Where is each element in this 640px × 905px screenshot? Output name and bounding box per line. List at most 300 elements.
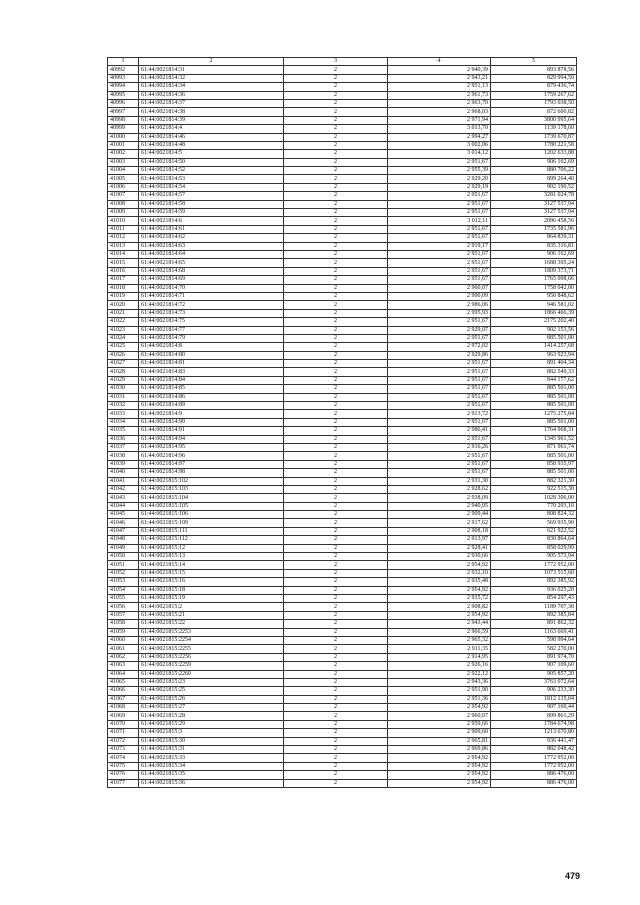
cadastral-number-cell: 61:44:0021815:2259	[139, 662, 284, 670]
rate-cell: 2 969,86	[388, 746, 491, 754]
cadastral-number-cell: 61:44:0021814:46	[139, 133, 284, 141]
rate-cell: 3 012,11	[388, 217, 491, 225]
value-cell: 1758 042,00	[491, 284, 577, 292]
cadastral-number-cell: 61:44:0021814:9	[139, 410, 284, 418]
category-cell: 2	[284, 720, 388, 728]
rate-cell: 2 951,67	[388, 368, 491, 376]
row-number-cell: 41014	[108, 250, 139, 258]
category-cell: 2	[284, 209, 388, 217]
value-cell: 808 824,32	[491, 511, 577, 519]
category-cell: 2	[284, 83, 388, 91]
category-cell: 2	[284, 410, 388, 418]
rate-cell: 2 943,21	[388, 74, 491, 82]
rate-cell: 2 951,67	[388, 334, 491, 342]
row-number-cell: 41054	[108, 586, 139, 594]
table-row	[108, 443, 577, 451]
cadastral-number-cell: 61:44:0021814:64	[139, 250, 284, 258]
rate-cell: 2 960,07	[388, 284, 491, 292]
category-cell: 2	[284, 544, 388, 552]
table-row	[108, 360, 577, 368]
row-number-cell: 41016	[108, 267, 139, 275]
table-row	[108, 544, 577, 552]
row-number-cell: 41023	[108, 326, 139, 334]
category-cell: 2	[284, 771, 388, 779]
category-cell: 2	[284, 167, 388, 175]
row-number-cell: 41034	[108, 418, 139, 426]
row-number-cell: 41038	[108, 452, 139, 460]
table-row	[108, 200, 577, 208]
value-cell: 1189 707,38	[491, 603, 577, 611]
table-row	[108, 385, 577, 393]
category-cell: 2	[284, 351, 388, 359]
row-number-cell: 41025	[108, 343, 139, 351]
value-cell: 892 385,92	[491, 578, 577, 586]
rate-cell: 2 951,67	[388, 435, 491, 443]
table-row	[108, 217, 577, 225]
table-row	[108, 150, 577, 158]
row-number-cell: 41045	[108, 511, 139, 519]
value-cell: 893 878,56	[491, 66, 577, 74]
row-number-cell: 41040	[108, 469, 139, 477]
row-number-cell: 40993	[108, 74, 139, 82]
category-cell: 2	[284, 704, 388, 712]
value-cell: 885 501,00	[491, 334, 577, 342]
row-number-cell: 41021	[108, 309, 139, 317]
rate-cell: 2 913,97	[388, 536, 491, 544]
rate-cell: 2 913,72	[388, 410, 491, 418]
rate-cell: 2 954,92	[388, 754, 491, 762]
rate-cell: 2 929,07	[388, 326, 491, 334]
row-number-cell: 41050	[108, 553, 139, 561]
table-row	[108, 628, 577, 636]
cadastral-number-cell: 61:44:0021815:106	[139, 511, 284, 519]
row-number-cell: 41047	[108, 527, 139, 535]
rate-cell: 2 951,67	[388, 250, 491, 258]
row-number-cell: 41070	[108, 720, 139, 728]
table-row	[108, 653, 577, 661]
value-cell: 885 501,00	[491, 452, 577, 460]
rate-cell: 2 951,67	[388, 385, 491, 393]
table-row	[108, 662, 577, 670]
table-row	[108, 670, 577, 678]
cadastral-number-cell: 61:44:0021815:25	[139, 687, 284, 695]
row-number-cell: 41007	[108, 192, 139, 200]
table-row	[108, 519, 577, 527]
category-cell: 2	[284, 536, 388, 544]
category-cell: 2	[284, 435, 388, 443]
rate-cell: 2 951,67	[388, 234, 491, 242]
table-row	[108, 175, 577, 183]
table-row	[108, 477, 577, 485]
value-cell: 2096 458,56	[491, 217, 577, 225]
rate-cell: 2 954,92	[388, 779, 491, 787]
row-number-cell: 41071	[108, 729, 139, 737]
category-cell: 2	[284, 309, 388, 317]
category-cell: 2	[284, 494, 388, 502]
row-number-cell: 41005	[108, 175, 139, 183]
value-cell: 829 994,50	[491, 74, 577, 82]
cadastral-number-cell: 61:44:0021815:35	[139, 771, 284, 779]
rate-cell: 2 930,66	[388, 553, 491, 561]
row-number-cell: 41024	[108, 334, 139, 342]
category-cell: 2	[284, 779, 388, 787]
row-number-cell: 41036	[108, 435, 139, 443]
row-number-cell: 41031	[108, 393, 139, 401]
row-number-cell: 41073	[108, 746, 139, 754]
cadastral-number-cell: 61:44:0021815:18	[139, 586, 284, 594]
category-cell: 2	[284, 267, 388, 275]
value-cell: 1780 221,58	[491, 141, 577, 149]
category-cell: 2	[284, 108, 388, 116]
row-number-cell: 41069	[108, 712, 139, 720]
table-row	[108, 158, 577, 166]
cadastral-number-cell: 61:44:0021815:36	[139, 779, 284, 787]
category-cell: 2	[284, 628, 388, 636]
cadastral-number-cell: 61:44:0021814:97	[139, 460, 284, 468]
cadastral-number-cell: 61:44:0021814:90	[139, 418, 284, 426]
value-cell: 885 501,00	[491, 469, 577, 477]
cadastral-number-cell: 61:44:0021815:3	[139, 729, 284, 737]
category-cell: 2	[284, 91, 388, 99]
category-cell: 2	[284, 360, 388, 368]
rate-cell: 2 954,92	[388, 611, 491, 619]
rate-cell: 2 961,73	[388, 91, 491, 99]
table-row	[108, 167, 577, 175]
table-row	[108, 569, 577, 577]
rate-cell: 2 954,92	[388, 561, 491, 569]
cadastral-number-cell: 61:44:0021814:91	[139, 427, 284, 435]
row-number-cell: 41055	[108, 595, 139, 603]
row-number-cell: 41033	[108, 410, 139, 418]
rate-cell: 2 909,60	[388, 729, 491, 737]
cadastral-number-cell: 61:44:0021814:75	[139, 318, 284, 326]
rate-cell: 2 911,35	[388, 645, 491, 653]
rate-cell: 2 943,44	[388, 620, 491, 628]
table-row	[108, 259, 577, 267]
table-row	[108, 318, 577, 326]
cadastral-number-cell: 61:44:0021815:22	[139, 620, 284, 628]
value-cell: 885 501,00	[491, 385, 577, 393]
category-cell: 2	[284, 611, 388, 619]
value-cell: 1688 395,24	[491, 259, 577, 267]
value-cell: 1202 633,88	[491, 150, 577, 158]
value-cell: 3763 072,64	[491, 678, 577, 686]
cadastral-number-cell: 61:44:0021814:77	[139, 326, 284, 334]
table-row	[108, 712, 577, 720]
cadastral-number-cell: 61:44:0021815:16	[139, 578, 284, 586]
table-row	[108, 276, 577, 284]
value-cell: 907 109,60	[491, 662, 577, 670]
row-number-cell: 41032	[108, 402, 139, 410]
value-cell: 899 264,40	[491, 175, 577, 183]
value-cell: 1772 952,00	[491, 561, 577, 569]
value-cell: 892 385,84	[491, 611, 577, 619]
category-cell: 2	[284, 569, 388, 577]
category-cell: 2	[284, 292, 388, 300]
value-cell: 882 321,30	[491, 477, 577, 485]
value-cell: 879 436,74	[491, 83, 577, 91]
rate-cell: 2 960,07	[388, 712, 491, 720]
value-cell: 1759 267,62	[491, 91, 577, 99]
value-cell: 1809 373,71	[491, 267, 577, 275]
value-cell: 891 404,34	[491, 360, 577, 368]
cadastral-number-cell: 61:44:0021814:54	[139, 183, 284, 191]
rate-cell: 2 929,86	[388, 351, 491, 359]
cadastral-number-cell: 61:44:0021814:81	[139, 360, 284, 368]
table-row	[108, 595, 577, 603]
rate-cell: 2 917,62	[388, 519, 491, 527]
value-cell: 891 862,32	[491, 620, 577, 628]
table-row	[108, 611, 577, 619]
cadastral-number-cell: 61:44:0021814:34	[139, 83, 284, 91]
row-number-cell: 41030	[108, 385, 139, 393]
category-cell: 2	[284, 427, 388, 435]
value-cell: 858 029,99	[491, 544, 577, 552]
category-cell: 2	[284, 678, 388, 686]
row-number-cell: 41072	[108, 737, 139, 745]
header-cell-2: 2	[139, 58, 284, 66]
row-number-cell: 41074	[108, 754, 139, 762]
category-cell: 2	[284, 527, 388, 535]
table-row	[108, 754, 577, 762]
value-cell: 950 848,62	[491, 292, 577, 300]
category-cell: 2	[284, 318, 388, 326]
category-cell: 2	[284, 99, 388, 107]
table-row	[108, 737, 577, 745]
cadastral-number-cell: 61:44:0021814:95	[139, 443, 284, 451]
table-row	[108, 99, 577, 107]
row-number-cell: 41059	[108, 628, 139, 636]
row-number-cell: 41053	[108, 578, 139, 586]
row-number-cell: 41048	[108, 536, 139, 544]
rate-cell: 2 929,20	[388, 175, 491, 183]
cadastral-number-cell: 61:44:0021814:32	[139, 74, 284, 82]
rate-cell: 2 986,06	[388, 301, 491, 309]
table-row	[108, 620, 577, 628]
rate-cell: 2 914,95	[388, 653, 491, 661]
category-cell: 2	[284, 469, 388, 477]
cadastral-number-cell: 61:44:0021814:94	[139, 435, 284, 443]
value-cell: 3127 537,94	[491, 209, 577, 217]
rate-cell: 2 951,90	[388, 687, 491, 695]
rate-cell: 2 951,67	[388, 393, 491, 401]
table-row	[108, 301, 577, 309]
category-cell: 2	[284, 578, 388, 586]
table-row	[108, 561, 577, 569]
value-cell: 922 515,30	[491, 485, 577, 493]
category-cell: 2	[284, 259, 388, 267]
rate-cell: 2 966,59	[388, 628, 491, 636]
rate-cell: 2 951,13	[388, 83, 491, 91]
cadastral-number-cell: 61:44:0021814:65	[139, 259, 284, 267]
value-cell: 1866 466,39	[491, 309, 577, 317]
value-cell: 1414 257,68	[491, 343, 577, 351]
rate-cell: 2 965,81	[388, 737, 491, 745]
rate-cell: 2 932,10	[388, 569, 491, 577]
header-cell-4: 4	[388, 58, 491, 66]
category-cell: 2	[284, 343, 388, 351]
category-cell: 2	[284, 595, 388, 603]
value-cell: 854 297,43	[491, 595, 577, 603]
cadastral-number-cell: 61:44:0021815:26	[139, 695, 284, 703]
row-number-cell: 41041	[108, 477, 139, 485]
cadastral-number-cell: 61:44:0021815:104	[139, 494, 284, 502]
value-cell: 886 476,00	[491, 779, 577, 787]
cadastral-number-cell: 61:44:0021815:27	[139, 704, 284, 712]
table-row	[108, 284, 577, 292]
table-row	[108, 418, 577, 426]
table-row	[108, 494, 577, 502]
row-number-cell: 41060	[108, 636, 139, 644]
value-cell: 1812 135,04	[491, 695, 577, 703]
cadastral-number-cell: 61:44:0021815:2	[139, 603, 284, 611]
table-row	[108, 66, 577, 74]
table-row	[108, 83, 577, 91]
value-cell: 905 857,20	[491, 670, 577, 678]
row-number-cell: 41063	[108, 662, 139, 670]
cadastral-number-cell: 61:44:0021815:2256	[139, 653, 284, 661]
cadastral-number-cell: 61:44:0021815:102	[139, 477, 284, 485]
table-row	[108, 452, 577, 460]
cadastral-number-cell: 61:44:0021815:29	[139, 720, 284, 728]
row-number-cell: 41012	[108, 234, 139, 242]
value-cell: 880 706,22	[491, 167, 577, 175]
cadastral-number-cell: 61:44:0021815:21	[139, 611, 284, 619]
cadastral-number-cell: 61:44:0021814:98	[139, 469, 284, 477]
table-row	[108, 267, 577, 275]
table-body	[108, 66, 577, 788]
rate-cell: 3 013,70	[388, 125, 491, 133]
rate-cell: 2 951,67	[388, 418, 491, 426]
table-row	[108, 779, 577, 787]
category-cell: 2	[284, 553, 388, 561]
cadastral-number-cell: 61:44:0021814:58	[139, 200, 284, 208]
value-cell: 3127 537,94	[491, 200, 577, 208]
cadastral-number-cell: 61:44:0021815:109	[139, 519, 284, 527]
cadastral-number-cell: 61:44:0021815:13	[139, 553, 284, 561]
table-row	[108, 91, 577, 99]
rate-cell: 2 971,94	[388, 116, 491, 124]
rate-cell: 2 951,67	[388, 452, 491, 460]
cadastral-number-cell: 61:44:0021815:103	[139, 485, 284, 493]
value-cell: 936 025,20	[491, 586, 577, 594]
value-cell: 1213 670,80	[491, 729, 577, 737]
cadastral-number-cell: 61:44:0021814:63	[139, 242, 284, 250]
cadastral-number-cell: 61:44:0021815:19	[139, 595, 284, 603]
category-cell: 2	[284, 74, 388, 82]
header-row	[108, 58, 577, 66]
row-number-cell: 41042	[108, 485, 139, 493]
category-cell: 2	[284, 334, 388, 342]
cadastral-number-cell: 61:44:0021814:73	[139, 309, 284, 317]
value-cell: 1735 581,96	[491, 225, 577, 233]
row-number-cell: 40996	[108, 99, 139, 107]
row-number-cell: 41043	[108, 494, 139, 502]
table-row	[108, 334, 577, 342]
category-cell: 2	[284, 653, 388, 661]
row-number-cell: 41066	[108, 687, 139, 695]
cadastral-number-cell: 61:44:0021814:79	[139, 334, 284, 342]
table-row	[108, 553, 577, 561]
category-cell: 2	[284, 737, 388, 745]
cadastral-number-cell: 61:44:0021814:4	[139, 125, 284, 133]
row-number-cell: 41046	[108, 519, 139, 527]
table-row	[108, 578, 577, 586]
cadastral-number-cell: 61:44:0021815:2260	[139, 670, 284, 678]
cadastral-number-cell: 61:44:0021814:53	[139, 175, 284, 183]
row-number-cell: 41001	[108, 141, 139, 149]
rate-cell: 2 908,18	[388, 527, 491, 535]
table-row	[108, 469, 577, 477]
value-cell: 907 160,44	[491, 704, 577, 712]
row-number-cell: 41058	[108, 620, 139, 628]
value-cell: 864 839,31	[491, 234, 577, 242]
rate-cell: 2 951,67	[388, 460, 491, 468]
table-row	[108, 746, 577, 754]
rate-cell: 2 986,41	[388, 427, 491, 435]
value-cell: 1345 961,52	[491, 435, 577, 443]
value-cell: 905 573,94	[491, 553, 577, 561]
category-cell: 2	[284, 746, 388, 754]
value-cell: 770 293,10	[491, 502, 577, 510]
table-row	[108, 771, 577, 779]
category-cell: 2	[284, 217, 388, 225]
table-row	[108, 225, 577, 233]
rate-cell: 2 954,92	[388, 586, 491, 594]
row-number-cell: 40994	[108, 83, 139, 91]
rate-cell: 2 919,17	[388, 242, 491, 250]
rate-cell: 2 951,67	[388, 200, 491, 208]
table-row	[108, 586, 577, 594]
category-cell: 2	[284, 183, 388, 191]
category-cell: 2	[284, 133, 388, 141]
cadastral-number-cell: 61:44:0021815:14	[139, 561, 284, 569]
row-number-cell: 40997	[108, 108, 139, 116]
table-row	[108, 234, 577, 242]
category-cell: 2	[284, 712, 388, 720]
rate-cell: 2 951,67	[388, 276, 491, 284]
cadastral-number-cell: 61:44:0021814:83	[139, 368, 284, 376]
category-cell: 2	[284, 402, 388, 410]
category-cell: 2	[284, 443, 388, 451]
category-cell: 2	[284, 620, 388, 628]
cadastral-table	[107, 57, 577, 788]
value-cell: 891 974,70	[491, 653, 577, 661]
cadastral-number-cell: 61:44:0021814:69	[139, 276, 284, 284]
table-row	[108, 343, 577, 351]
table-row	[108, 393, 577, 401]
cadastral-number-cell: 61:44:0021815:2255	[139, 645, 284, 653]
value-cell: 871 961,74	[491, 443, 577, 451]
cadastral-number-cell: 61:44:0021814:62	[139, 234, 284, 242]
table-row	[108, 125, 577, 133]
cadastral-number-cell: 61:44:0021815:30	[139, 737, 284, 745]
row-number-cell: 41027	[108, 360, 139, 368]
rate-cell: 2 995,93	[388, 309, 491, 317]
cadastral-number-cell: 61:44:0021815:112	[139, 536, 284, 544]
row-number-cell: 41000	[108, 133, 139, 141]
rate-cell: 2 954,92	[388, 762, 491, 770]
value-cell: 830 864,64	[491, 536, 577, 544]
value-cell: 1765 098,66	[491, 276, 577, 284]
value-cell: 835 316,81	[491, 242, 577, 250]
row-number-cell: 41075	[108, 762, 139, 770]
rate-cell: 2 951,67	[388, 360, 491, 368]
row-number-cell: 41052	[108, 569, 139, 577]
cadastral-number-cell: 61:44:0021814:50	[139, 158, 284, 166]
row-number-cell: 41077	[108, 779, 139, 787]
category-cell: 2	[284, 511, 388, 519]
